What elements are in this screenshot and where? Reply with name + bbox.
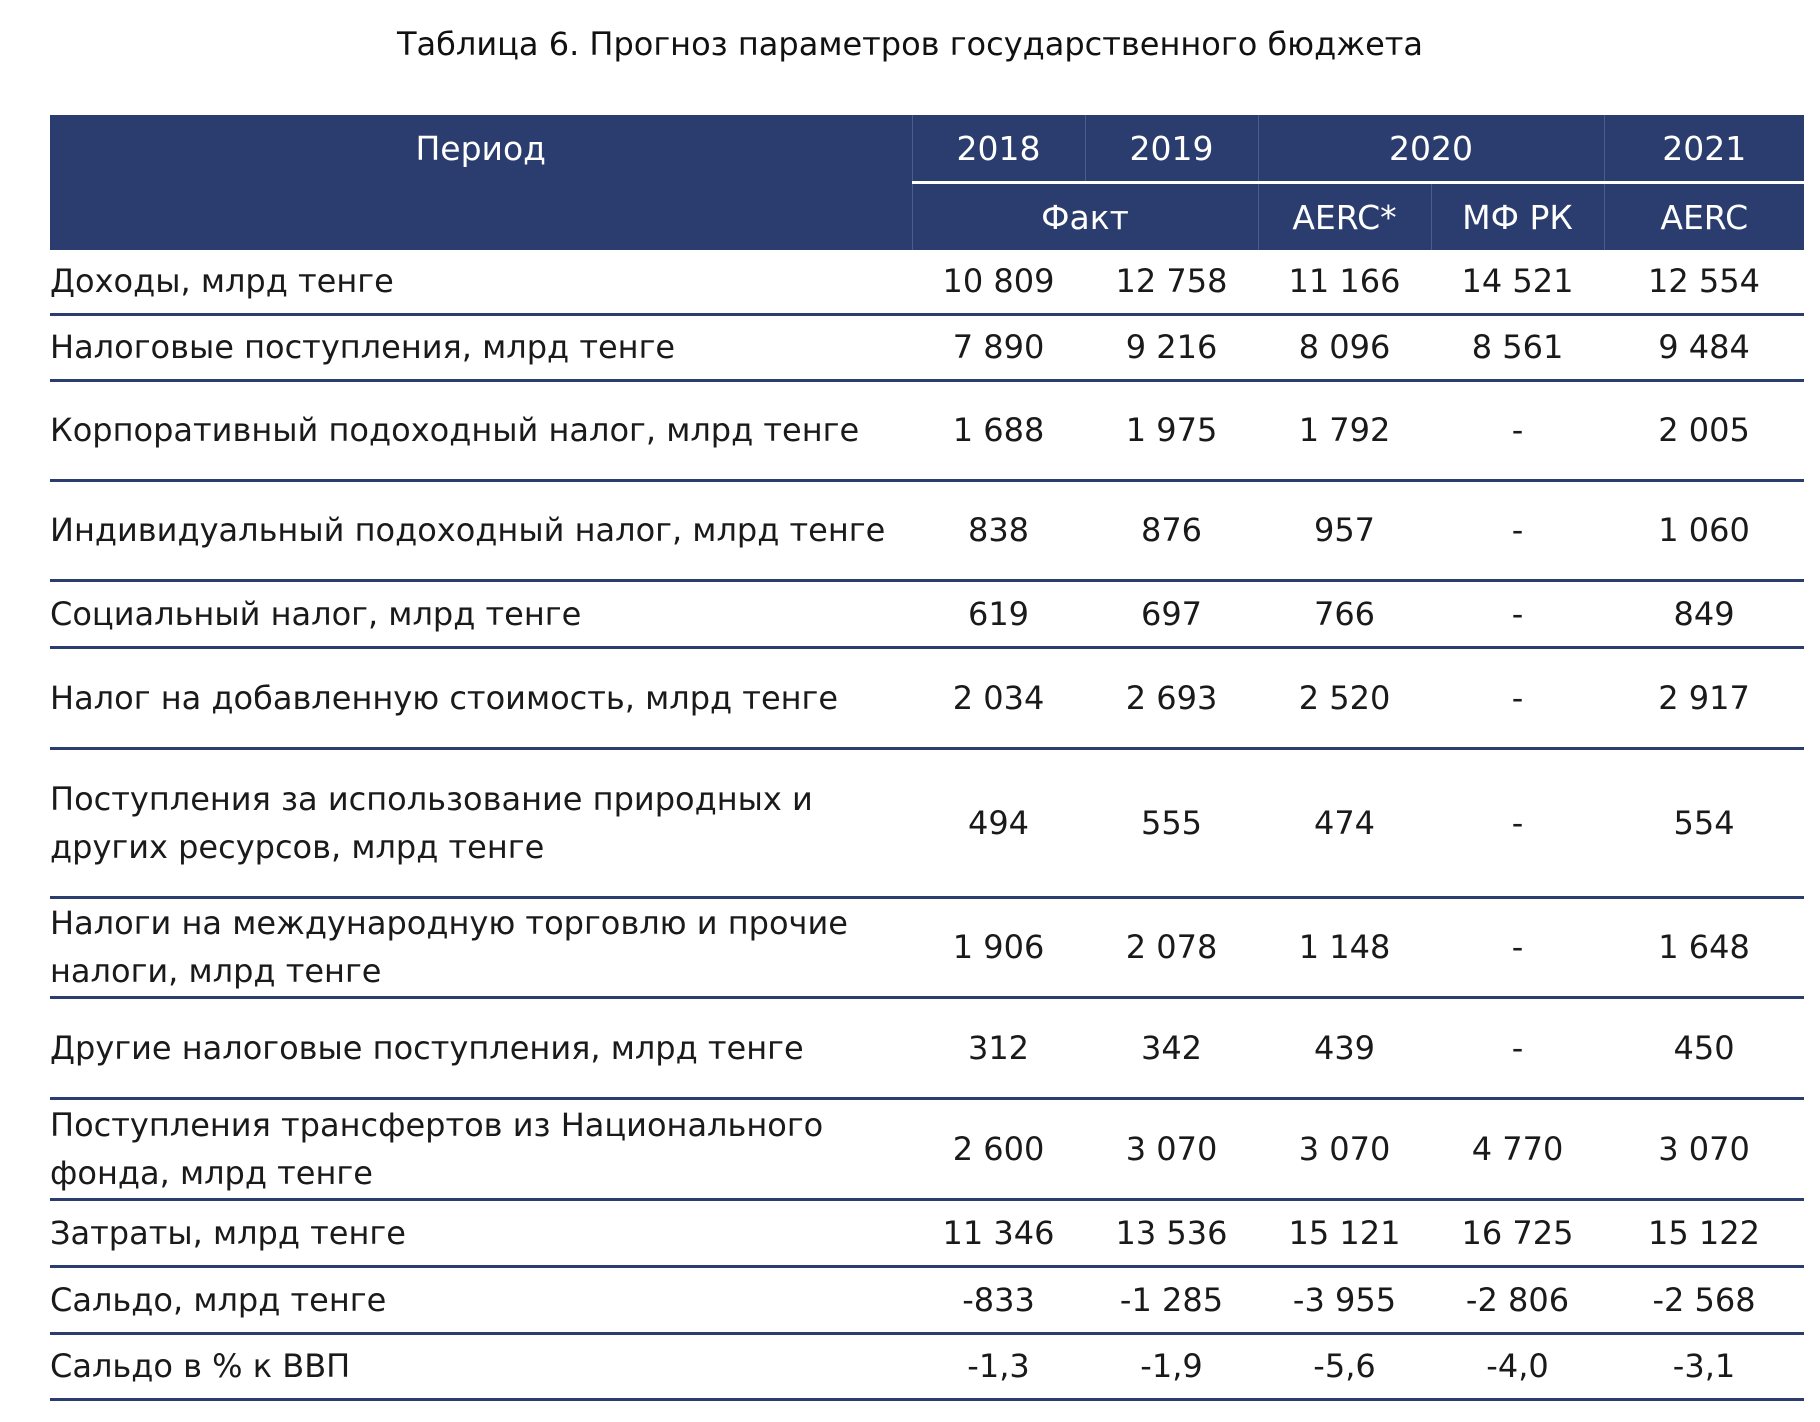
cell-value: -2 568 <box>1604 1266 1804 1333</box>
header-mf-rk: МФ РК <box>1431 183 1604 251</box>
cell-value: 11 166 <box>1258 250 1431 314</box>
cell-value: 15 121 <box>1258 1199 1431 1266</box>
cell-value: - <box>1431 380 1604 480</box>
cell-value: 2 520 <box>1258 647 1431 748</box>
cell-value: 2 034 <box>912 647 1085 748</box>
table-row <box>50 314 1804 380</box>
table-row <box>50 580 1804 647</box>
cell-value: 554 <box>1604 748 1804 897</box>
cell-value: 2 600 <box>912 1098 1085 1199</box>
cell-value: 494 <box>912 748 1085 897</box>
cell-value: -1,3 <box>912 1333 1085 1399</box>
table-row <box>50 380 1804 480</box>
cell-value: 14 521 <box>1431 250 1604 314</box>
cell-value: 9 484 <box>1604 314 1804 380</box>
header-year-2020: 2020 <box>1258 115 1604 183</box>
cell-value: 4 770 <box>1431 1098 1604 1199</box>
cell-value: - <box>1431 647 1604 748</box>
cell-value: - <box>1431 997 1604 1098</box>
cell-value: 13 536 <box>1085 1199 1258 1266</box>
cell-value: 1 688 <box>912 380 1085 480</box>
cell-value: 849 <box>1604 580 1804 647</box>
cell-value: 10 809 <box>912 250 1085 314</box>
cell-value: 619 <box>912 580 1085 647</box>
header-year-2021: 2021 <box>1604 115 1804 183</box>
row-label: Затраты, млрд тенге <box>50 1199 912 1266</box>
cell-value: 2 917 <box>1604 647 1804 748</box>
row-label: Сальдо, млрд тенге <box>50 1266 912 1333</box>
cell-value: -4,0 <box>1431 1333 1604 1399</box>
table-row <box>50 647 1804 748</box>
table-row <box>50 1199 1804 1266</box>
cell-value: 16 725 <box>1431 1199 1604 1266</box>
header-year-2019: 2019 <box>1085 115 1258 183</box>
table-row <box>50 1098 1804 1199</box>
cell-value: 11 346 <box>912 1199 1085 1266</box>
cell-value: 3 070 <box>1258 1098 1431 1199</box>
cell-value: -2 806 <box>1431 1266 1604 1333</box>
header-period-blank <box>50 183 912 251</box>
header-row-years <box>50 115 1804 183</box>
table-body <box>50 250 1804 1399</box>
cell-value: -3 955 <box>1258 1266 1431 1333</box>
header-year-2018: 2018 <box>912 115 1085 183</box>
cell-value: 9 216 <box>1085 314 1258 380</box>
row-label: Социальный налог, млрд тенге <box>50 580 912 647</box>
row-label: Доходы, млрд тенге <box>50 250 912 314</box>
row-label: Другие налоговые поступления, млрд тенге <box>50 997 912 1098</box>
cell-value: 1 648 <box>1604 897 1804 997</box>
row-label: Налоговые поступления, млрд тенге <box>50 314 912 380</box>
table-row <box>50 897 1804 997</box>
row-label: Налоги на международную торговлю и прочие налоги, млрд тенге <box>50 897 912 997</box>
cell-value: 555 <box>1085 748 1258 897</box>
cell-value: 8 096 <box>1258 314 1431 380</box>
row-label: Сальдо в % к ВВП <box>50 1333 912 1399</box>
table-row <box>50 480 1804 580</box>
cell-value: 450 <box>1604 997 1804 1098</box>
table-header <box>50 115 1804 250</box>
cell-value: 838 <box>912 480 1085 580</box>
cell-value: 1 792 <box>1258 380 1431 480</box>
cell-value: -1,9 <box>1085 1333 1258 1399</box>
cell-value: 312 <box>912 997 1085 1098</box>
cell-value: 957 <box>1258 480 1431 580</box>
cell-value: 3 070 <box>1085 1098 1258 1199</box>
table-title: Таблица 6. Прогноз параметров государственного бюджета <box>397 25 1423 63</box>
budget-table <box>50 115 1804 1401</box>
cell-value: - <box>1431 480 1604 580</box>
table-row <box>50 250 1804 314</box>
cell-value: 1 906 <box>912 897 1085 997</box>
cell-value: 766 <box>1258 580 1431 647</box>
cell-value: 439 <box>1258 997 1431 1098</box>
cell-value: 342 <box>1085 997 1258 1098</box>
cell-value: -1 285 <box>1085 1266 1258 1333</box>
cell-value: 2 078 <box>1085 897 1258 997</box>
row-label: Налог на добавленную стоимость, млрд тенге <box>50 647 912 748</box>
cell-value: -5,6 <box>1258 1333 1431 1399</box>
cell-value: 474 <box>1258 748 1431 897</box>
header-aerc: AERC <box>1604 183 1804 251</box>
cell-value: - <box>1431 580 1604 647</box>
cell-value: - <box>1431 897 1604 997</box>
cell-value: 876 <box>1085 480 1258 580</box>
cell-value: 8 561 <box>1431 314 1604 380</box>
cell-value: 2 693 <box>1085 647 1258 748</box>
table-row <box>50 1266 1804 1333</box>
cell-value: 1 148 <box>1258 897 1431 997</box>
cell-value: 697 <box>1085 580 1258 647</box>
header-aerc-star: AERC* <box>1258 183 1431 251</box>
table-row <box>50 997 1804 1098</box>
table-row <box>50 1333 1804 1399</box>
cell-value: 12 554 <box>1604 250 1804 314</box>
header-period: Период <box>50 115 912 183</box>
cell-value: - <box>1431 748 1604 897</box>
cell-value: 3 070 <box>1604 1098 1804 1199</box>
table-row <box>50 748 1804 897</box>
cell-value: 1 975 <box>1085 380 1258 480</box>
cell-value: 12 758 <box>1085 250 1258 314</box>
row-label: Поступления трансфертов из Национального фонда, млрд тенге <box>50 1098 912 1199</box>
header-row-sources <box>50 183 1804 251</box>
row-label: Корпоративный подоходный налог, млрд тенге <box>50 380 912 480</box>
row-label: Поступления за использование природных и других ресурсов, млрд тенге <box>50 748 912 897</box>
cell-value: 7 890 <box>912 314 1085 380</box>
row-label: Индивидуальный подоходный налог, млрд тенге <box>50 480 912 580</box>
cell-value: 1 060 <box>1604 480 1804 580</box>
header-fact: Факт <box>912 183 1258 251</box>
cell-value: -3,1 <box>1604 1333 1804 1399</box>
cell-value: 2 005 <box>1604 380 1804 480</box>
cell-value: -833 <box>912 1266 1085 1333</box>
cell-value: 15 122 <box>1604 1199 1804 1266</box>
